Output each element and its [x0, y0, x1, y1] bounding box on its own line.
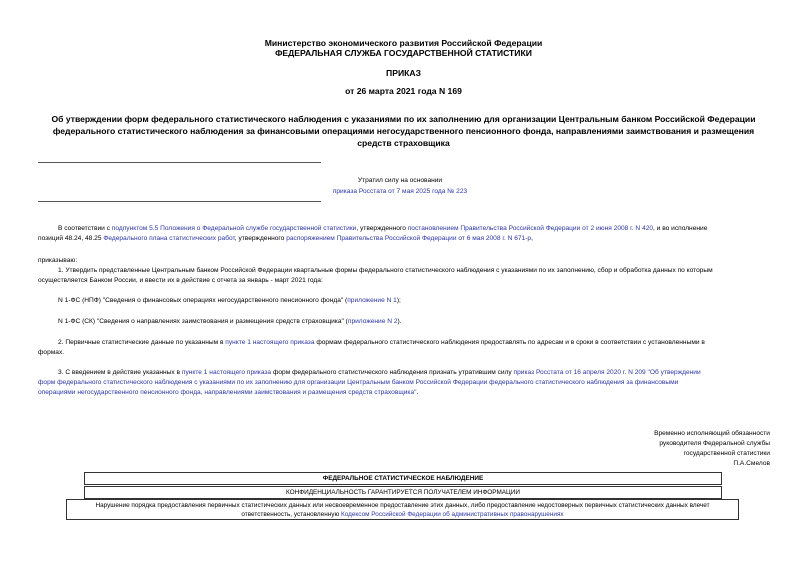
- doc-type: ПРИКАЗ: [386, 68, 421, 78]
- repealed-order-link[interactable]: операциями негосударственного пенсионного фонда, направлениями заимствования и размещения средств страховщика": [38, 389, 417, 396]
- text: );: [396, 297, 401, 304]
- ministry-name: Министерство экономического развития Российской Федерации: [264, 38, 543, 48]
- doc-date-number: от 26 марта 2021 года N 169: [345, 86, 462, 96]
- title-line: средств страховщика: [357, 138, 450, 148]
- separator-line: [38, 201, 321, 202]
- order-link[interactable]: распоряжением Правительства Российской Федерации от 6 мая 2008 г. N 671-р: [286, 235, 532, 242]
- form-1: [58, 296, 758, 306]
- text: , утвержденного: [356, 225, 408, 232]
- text: ).: [397, 318, 402, 325]
- text: .: [416, 389, 419, 396]
- admin-code-link[interactable]: Кодексом Российской Федерации об административных правонарушениях: [341, 511, 564, 518]
- appendix-1-link[interactable]: приложение N 1: [347, 297, 397, 304]
- item-1-line: осуществляется Банком России, и ввести их в действие с отчета за январь - март 2021 года:: [38, 277, 323, 284]
- preamble: [38, 224, 773, 244]
- text: , и во исполнение: [653, 225, 708, 232]
- form-2: [58, 317, 758, 327]
- order-word: приказываю:: [38, 257, 78, 264]
- liability-text: Нарушение порядка предоставления первичных статистических данных или несвоевременное предоставление этих данных, либо предоставление недостоверных первичных статистических данных влечет: [95, 502, 710, 509]
- service-name: ФЕДЕРАЛЬНАЯ СЛУЖБА ГОСУДАРСТВЕННОЙ СТАТИСТИКИ: [275, 48, 532, 58]
- text: формах.: [38, 349, 65, 356]
- signature-block: [560, 429, 770, 469]
- clause-1-link[interactable]: пункте 1 настоящего приказа: [181, 369, 272, 376]
- status-link[interactable]: приказа Росстата от 7 мая 2025 года № 223: [332, 188, 468, 195]
- appendix-2-link[interactable]: приложение N 2: [347, 318, 398, 325]
- liability-box: [66, 499, 739, 520]
- title-line: федерального статистического наблюдения за финансовыми операциями негосударственного пенсионного фонда, направлениями заимствования и размещения: [52, 126, 755, 136]
- federal-observation-box: ФЕДЕРАЛЬНОЕ СТАТИСТИЧЕСКОЕ НАБЛЮДЕНИЕ: [84, 472, 722, 485]
- text: N 1-ФС (НПФ) "Сведения о финансовых операциях негосударственного пенсионного фонда" (: [58, 297, 348, 304]
- plan-link[interactable]: Федерального плана статистических работ: [103, 235, 235, 242]
- item-2: [38, 338, 773, 358]
- text: В соответствии с: [58, 225, 112, 232]
- regulation-link[interactable]: подпунктом 5.5 Положения о Федеральной службе государственной статистики: [111, 225, 357, 232]
- repealed-order-link[interactable]: приказ Росстата от 16 апреля 2020 г. N 209 "Об утверждении: [513, 369, 701, 376]
- status-note: [320, 176, 480, 196]
- item-1: [38, 266, 773, 286]
- status-text: Утратил силу на основании: [357, 177, 443, 184]
- text: ,: [531, 235, 533, 242]
- text: позиций 48.24, 48.25: [38, 235, 104, 242]
- text: формам федерального статистического наблюдения предоставлять по адресам и в сроки в соответствии с установленными в: [314, 339, 705, 346]
- signatory-name: П.А.Смелов: [733, 460, 770, 467]
- signature-line: Временно исполняющий обязанности: [654, 430, 770, 437]
- item-1-line: 1. Утвердить представленные Центральным банком Российской Федерации квартальные формы федерального статистического наблюдения с указаниями по их заполнению, сбор и обработка данных по которым: [58, 267, 713, 274]
- title-line: Об утверждении форм федерального статистического наблюдения с указаниями по их заполнению для организации Центральным банком Российской Федерации: [51, 114, 756, 124]
- text: , утвержденного: [234, 235, 287, 242]
- text: 2. Первичные статистические данные по указанным в: [58, 339, 226, 346]
- text: форм федерального статистического наблюдения признать утратившим силу: [271, 369, 514, 376]
- text: 3. С введением в действие указанных в: [58, 369, 182, 376]
- text: N 1-ФС (СК) "Сведения о направлениях заимствования и размещения средств страховщика" (: [58, 318, 348, 325]
- doc-title: [30, 113, 777, 149]
- resolution-link[interactable]: постановлением Правительства Российской Федерации от 2 июня 2008 г. N 420: [407, 225, 654, 232]
- signature-line: руководителя Федеральной службы: [659, 440, 770, 447]
- repealed-order-link[interactable]: форм федерального статистического наблюдения с указаниями по их заполнению для организации Центральным банком Российской Федерации федерального статистического наблюдения за финансовыми: [38, 379, 679, 386]
- text: ответственность, установленную: [241, 511, 342, 518]
- confidentiality-box: КОНФИДЕНЦИАЛЬНОСТЬ ГАРАНТИРУЕТСЯ ПОЛУЧАТЕЛЕМ ИНФОРМАЦИИ: [84, 486, 722, 499]
- clause-1-link[interactable]: пункте 1 настоящего приказа: [225, 339, 315, 346]
- item-3: [38, 368, 773, 398]
- separator-line: [38, 162, 321, 163]
- signature-line: государственной статистики: [683, 450, 770, 457]
